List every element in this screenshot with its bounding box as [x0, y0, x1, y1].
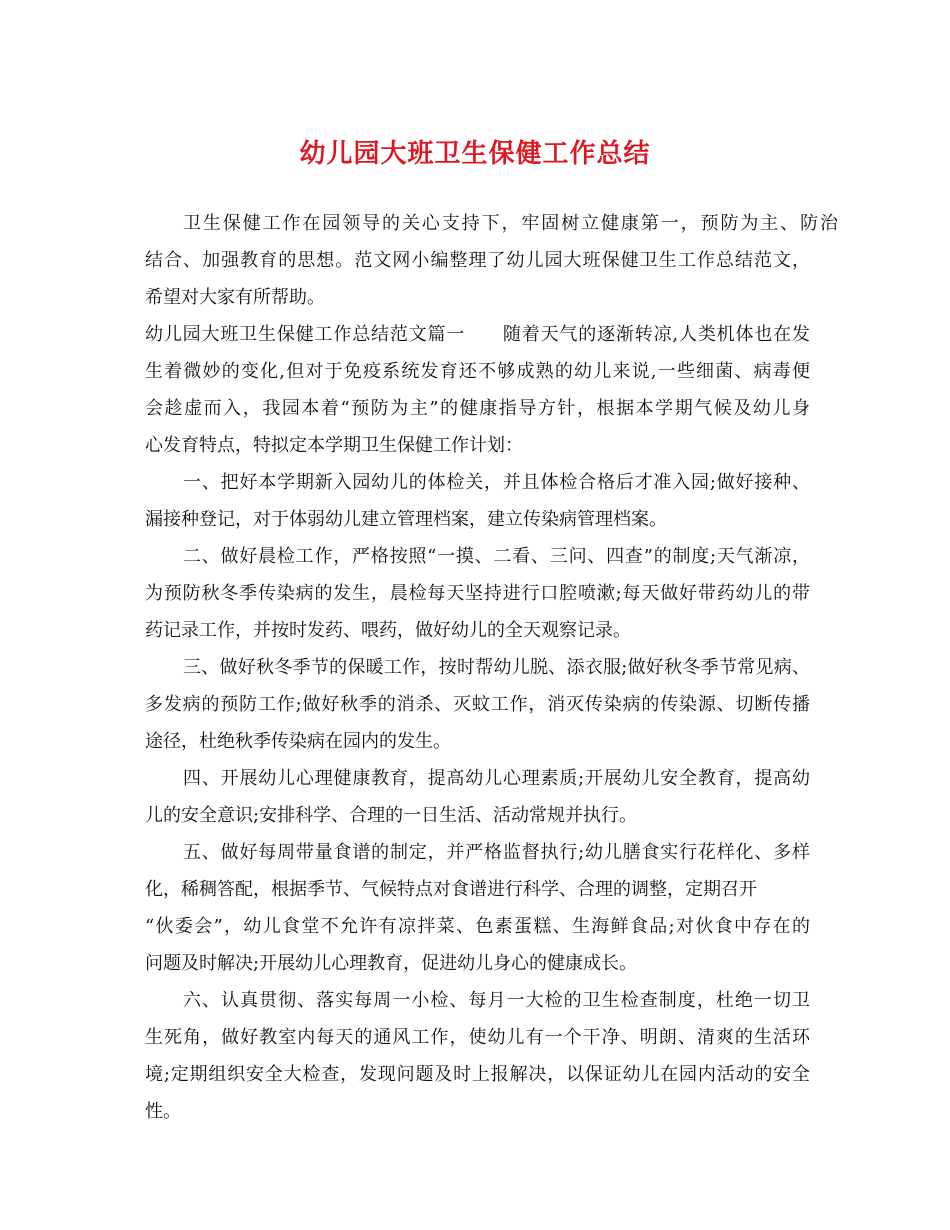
text-line: 希望对大家有所帮助。 — [145, 287, 325, 308]
text-line: 二、做好晨检工作，严格按照“一摸、二看、三问、四查”的制度;天气渐凉， — [183, 546, 810, 567]
text-line: 六、认真贯彻、落实每周一小检、每月一大检的卫生检查制度，杜绝一切卫 — [183, 990, 810, 1011]
text-line: 结合、加强教育的思想。范文网小编整理了幼儿园大班保健卫生工作总结范文， — [145, 250, 810, 271]
text-line: 三、做好秋冬季节的保暖工作，按时帮幼儿脱、添衣服;做好秋冬季节常见病、 — [183, 657, 810, 678]
text-line: 幼儿园大班卫生保健工作总结范文篇一 随着天气的逐渐转凉,人类机体也在发 — [145, 324, 810, 345]
text-line: 为预防秋冬季传染病的发生，晨检每天坚持进行口腔喷漱;每天做好带药幼儿的带 — [145, 583, 810, 604]
text-line: 性。 — [145, 1101, 181, 1122]
text-line: 境;定期组织安全大检查，发现问题及时上报解决，以保证幼儿在园内活动的安全 — [145, 1064, 810, 1085]
text-line: 四、开展幼儿心理健康教育，提高幼儿心理素质;开展幼儿安全教育，提高幼 — [183, 768, 810, 789]
text-line: 儿的安全意识;安排科学、合理的一日生活、活动常规并执行。 — [145, 805, 638, 826]
text-line: 卫生保健工作在园领导的关心支持下，牢固树立健康第一，预防为主、防治 — [183, 213, 838, 234]
text-line: 药记录工作，并按时发药、喂药，做好幼儿的全天观察记录。 — [145, 620, 631, 641]
text-line: “伙委会”，幼儿食堂不允许有凉拌菜、色素蛋糕、生海鲜食品;对伙食中存在的 — [145, 916, 810, 937]
text-line: 问题及时解决;开展幼儿心理教育，促进幼儿身心的健康成长。 — [145, 953, 638, 974]
text-line: 五、做好每周带量食谱的制定，并严格监督执行;幼儿膳食实行花样化、多样 — [183, 842, 810, 863]
text-line: 途径，杜绝秋季传染病在园内的发生。 — [145, 731, 451, 752]
text-line: 多发病的预防工作;做好秋季的消杀、灭蚊工作，消灭传染病的传染源、切断传播 — [145, 694, 810, 715]
document-body — [145, 205, 838, 1130]
text-line: 会趁虚而入，我园本着“预防为主”的健康指导方针，根据本学期气候及幼儿身 — [145, 398, 810, 419]
text-line: 漏接种登记，对于体弱幼儿建立管理档案，建立传染病管理档案。 — [145, 509, 667, 530]
document-title: 幼儿园大班卫生保健工作总结 — [299, 139, 651, 169]
text-line: 生死角，做好教室内每天的通风工作，使幼儿有一个干净、明朗、清爽的生活环 — [145, 1027, 810, 1048]
text-line: 生着微妙的变化,但对于免疫系统发育还不够成熟的幼儿来说,一些细菌、病毒便 — [145, 361, 810, 382]
text-line: 化，稀稠答配，根据季节、气候特点对食谱进行科学、合理的调整，定期召开 — [145, 879, 757, 900]
text-line: 一、把好本学期新入园幼儿的体检关，并且体检合格后才准入园;做好接种、 — [183, 472, 810, 493]
text-line: 心发育特点，特拟定本学期卫生保健工作计划： — [145, 435, 523, 456]
